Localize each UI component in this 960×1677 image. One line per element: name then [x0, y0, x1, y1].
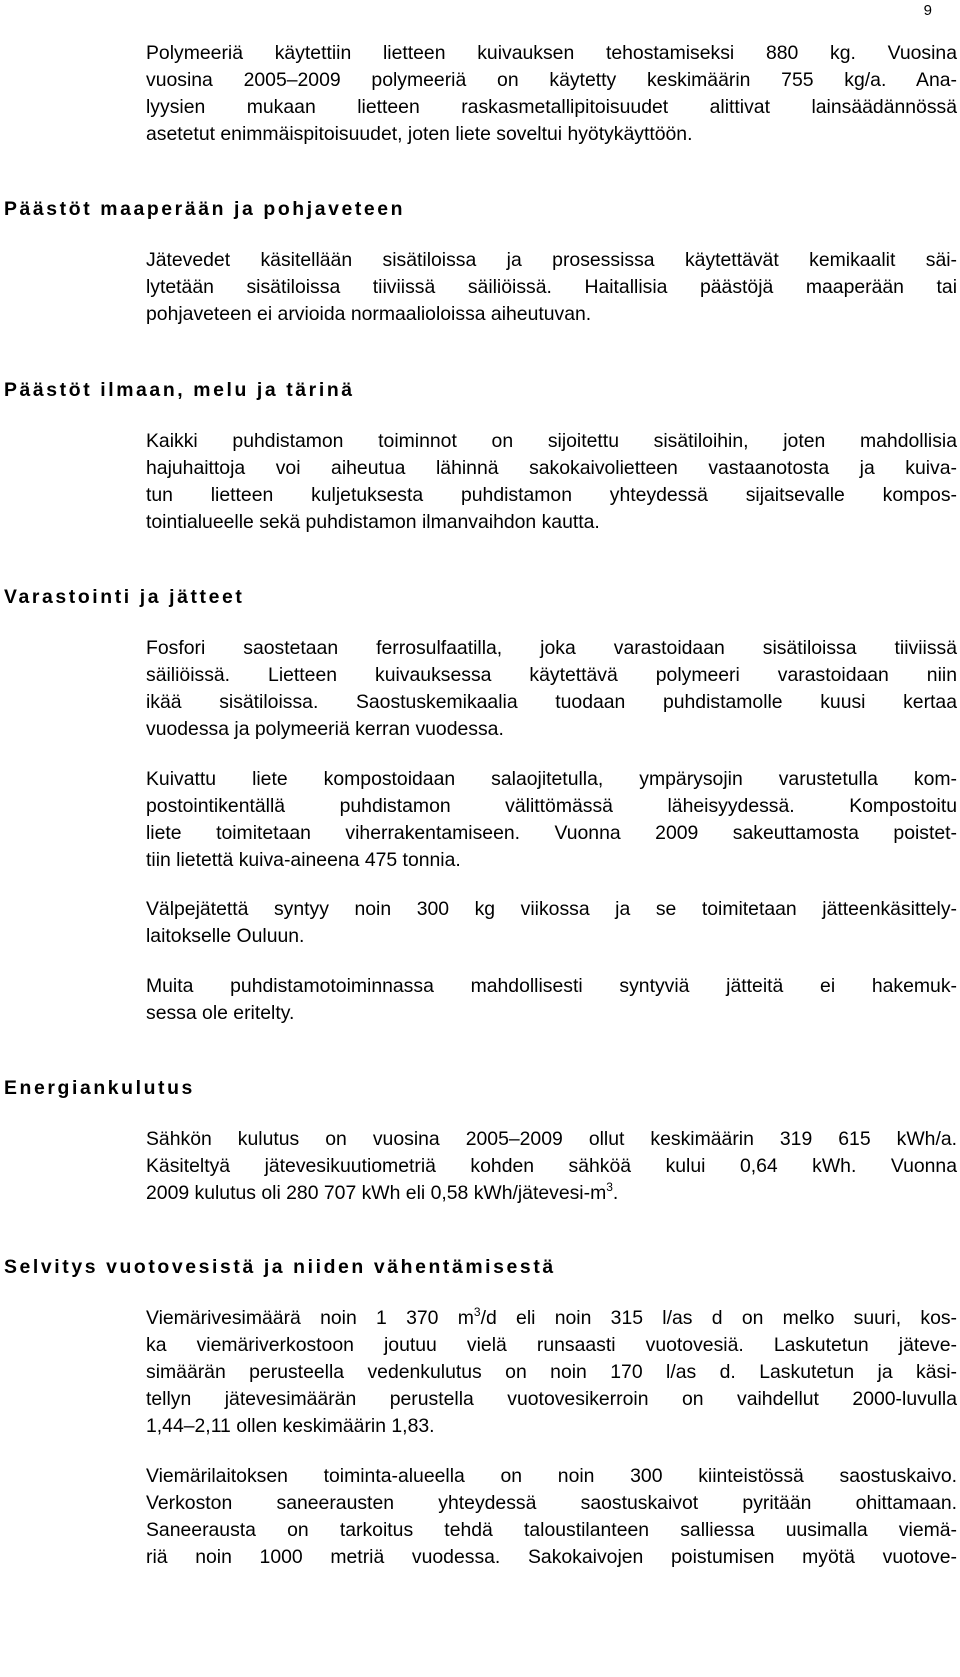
text-line: ka viemäriverkostoon joutuu vielä runsaasti vuotovesiä. Laskutetun jäteve- — [146, 1334, 957, 1356]
text-line: Viemärilaitoksen toiminta-alueella on noin 300 kiinteistössä saostuskaivo. — [146, 1465, 957, 1487]
text-line: Saneerausta on tarkoitus tehdä taloustilanteen salliessa uusimalla viemä- — [146, 1519, 957, 1541]
text-line: hajuhaittoja voi aiheutua lähinnä sakokaivolietteen vastaanotosta ja kuiva- — [146, 457, 957, 479]
section-heading: Varastointi ja jätteet — [4, 586, 245, 608]
text-line: liete toimitetaan viherrakentamiseen. Vuonna 2009 sakeuttamosta poistet- — [146, 822, 957, 844]
text-line: vuosina 2005–2009 polymeeriä on käytetty keskimäärin 755 kg/a. Ana- — [146, 69, 957, 91]
text-line: simäärän perusteella vedenkulutus on noin 170 l/as d. Laskutetun ja käsi- — [146, 1361, 957, 1383]
section-heading: Energiankulutus — [4, 1077, 195, 1099]
text-line: lytetään sisätiloissa tiiviissä säiliöissä. Haitallisia päästöjä maaperään tai — [146, 276, 957, 298]
text-line: sessa ole eritelty. — [146, 1002, 295, 1024]
text-segment: Viemärivesimäärä noin 1 370 m — [146, 1307, 474, 1329]
text-line: 1,44–2,11 ollen keskimäärin 1,83. — [146, 1415, 435, 1437]
section-heading: Päästöt maaperään ja pohjaveteen — [4, 198, 406, 220]
text-line: Välpejätettä syntyy noin 300 kg viikossa ja se toimitetaan jätteenkäsittely- — [146, 898, 957, 920]
text-line: tiin lietettä kuiva-aineena 475 tonnia. — [146, 849, 461, 871]
text-line — [146, 1180, 957, 1207]
text-line: pohjaveteen ei arvioida normaalioloissa aiheutuvan. — [146, 303, 592, 325]
text-line: ikää sisätiloissa. Saostuskemikaalia tuodaan puhdistamolle kuusi kertaa — [146, 691, 957, 713]
section-heading: Päästöt ilmaan, melu ja tärinä — [4, 379, 355, 401]
text-line: tun lietteen kuljetuksesta puhdistamon yhteydessä sijaitsevalle kompos- — [146, 484, 957, 506]
text-line: tellyn jätevesimäärän perustella vuotovesikerroin on vaihdellut 2000-luvulla — [146, 1388, 957, 1410]
text-line: Jätevedet käsitellään sisätiloissa ja prosessissa käytettävät kemikaalit säi- — [146, 249, 957, 271]
text-line: säiliöissä. Lietteen kuivauksessa käytettävä polymeeri varastoidaan niin — [146, 664, 957, 686]
page-number: 9 — [923, 2, 932, 19]
text-line — [146, 1305, 957, 1332]
section-heading: Selvitys vuotovesistä ja niiden vähentämisestä — [4, 1256, 556, 1278]
text-line: tointialueelle sekä puhdistamon ilmanvaihdon kautta. — [146, 511, 600, 533]
text-line: postointikentällä puhdistamon välittömässä läheisyydessä. Kompostoitu — [146, 795, 957, 817]
text-segment: /d eli noin 315 l/as d on melko suuri, kos- — [480, 1307, 958, 1329]
text-line: Muita puhdistamotoiminnassa mahdollisesti syntyviä jätteitä ei hakemuk- — [146, 975, 957, 997]
text-line: lyysien mukaan lietteen raskasmetallipitoisuudet alittivat lainsäädännössä — [146, 96, 957, 118]
superscript: 3 — [606, 1180, 613, 1194]
text-line: vuodessa ja polymeeriä kerran vuodessa. — [146, 718, 504, 740]
text-line: Fosfori saostetaan ferrosulfaatilla, joka varastoidaan sisätiloissa tiiviissä — [146, 637, 957, 659]
text-segment: . — [612, 1182, 619, 1204]
text-line: Kaikki puhdistamon toiminnot on sijoitettu sisätiloihin, joten mahdollisia — [146, 430, 957, 452]
text-line: Verkoston saneerausten yhteydessä saostuskaivot pyritään ohittamaan. — [146, 1492, 957, 1514]
text-line: Käsiteltyä jätevesikuutiometriä kohden sähköä kului 0,64 kWh. Vuonna — [146, 1155, 957, 1177]
text-segment: 2009 kulutus oli 280 707 kWh eli 0,58 kWh/jätevesi-m — [146, 1182, 607, 1204]
text-line: Polymeeriä käytettiin lietteen kuivauksen tehostamiseksi 880 kg. Vuosina — [146, 42, 957, 64]
text-line: laitokselle Ouluun. — [146, 925, 305, 947]
text-line: riä noin 1000 metriä vuodessa. Sakokaivojen poistumisen myötä vuotove- — [146, 1546, 957, 1568]
text-line: Kuivattu liete kompostoidaan salaojitetulla, ympärysojin varustetulla kom- — [146, 768, 957, 790]
text-line: Sähkön kulutus on vuosina 2005–2009 ollut keskimäärin 319 615 kWh/a. — [146, 1128, 957, 1150]
superscript: 3 — [473, 1305, 481, 1319]
text-line: asetetut enimmäispitoisuudet, joten liete soveltui hyötykäyttöön. — [146, 123, 693, 145]
